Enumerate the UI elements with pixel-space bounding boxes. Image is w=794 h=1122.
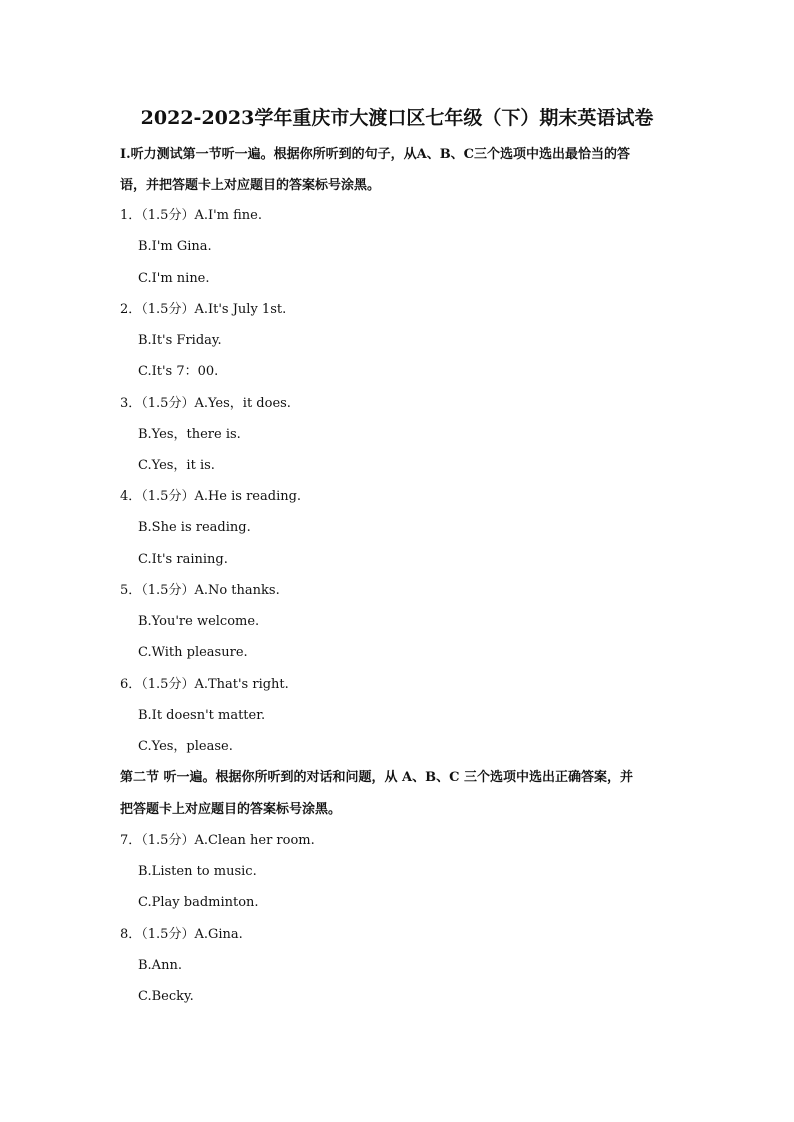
question-8-option-c: C.Becky. <box>138 989 194 1004</box>
question-5-option-b: B.You're welcome. <box>138 614 260 629</box>
page-title: 2022-2023学年重庆市大渡口区七年级（下）期末英语试卷 <box>140 107 654 129</box>
question-6-option-b: B.It doesn't matter. <box>138 708 266 723</box>
question-6-option-c: C.Yes，please. <box>138 739 233 754</box>
question-7: 7．（1.5分）A.Clean her room. <box>120 833 315 848</box>
question-3-option-c: C.Yes，it is. <box>138 458 215 473</box>
question-4-option-b: B.She is reading. <box>138 520 251 535</box>
question-5: 5．（1.5分）A.No thanks. <box>120 583 280 598</box>
question-4: 4．（1.5分）A.He is reading. <box>120 489 302 504</box>
question-3: 3．（1.5分）A.Yes，it does. <box>120 396 291 411</box>
question-2-option-b: B.It's Friday. <box>138 333 222 348</box>
question-7-option-b: B.Listen to music. <box>138 864 257 879</box>
question-2: 2．（1.5分）A.It's July 1st. <box>120 302 287 317</box>
question-5-option-c: C.With pleasure. <box>138 645 248 660</box>
question-7-option-c: C.Play badminton. <box>138 895 259 910</box>
question-1: 1．（1.5分）A.I'm fine. <box>120 208 263 223</box>
question-1-option-b: B.I'm Gina. <box>138 239 212 254</box>
section2-instruction-line1: 第二节 听一遍。根据你所听到的对话和问题，从 A、B、C 三个选项中选出正确答案，并 <box>120 770 633 785</box>
question-2-option-c: C.It's 7：00. <box>138 364 219 379</box>
section1-instruction-line2: 语，并把答题卡上对应题目的答案标号涂黑。 <box>120 178 381 193</box>
question-6: 6．（1.5分）A.That's right. <box>120 677 289 692</box>
question-3-option-b: B.Yes，there is. <box>138 427 241 442</box>
section1-instruction-line1: Ⅰ.听力测试第一节听一遍。根据你所听到的句子，从A、B、C三个选项中选出最恰当的答 <box>120 147 631 162</box>
question-4-option-c: C.It's raining. <box>138 552 228 567</box>
section2-instruction-line2: 把答题卡上对应题目的答案标号涂黑。 <box>120 802 342 817</box>
question-8-option-b: B.Ann. <box>138 958 182 973</box>
question-1-option-c: C.I'm nine. <box>138 271 210 286</box>
question-8: 8．（1.5分）A.Gina. <box>120 927 243 942</box>
